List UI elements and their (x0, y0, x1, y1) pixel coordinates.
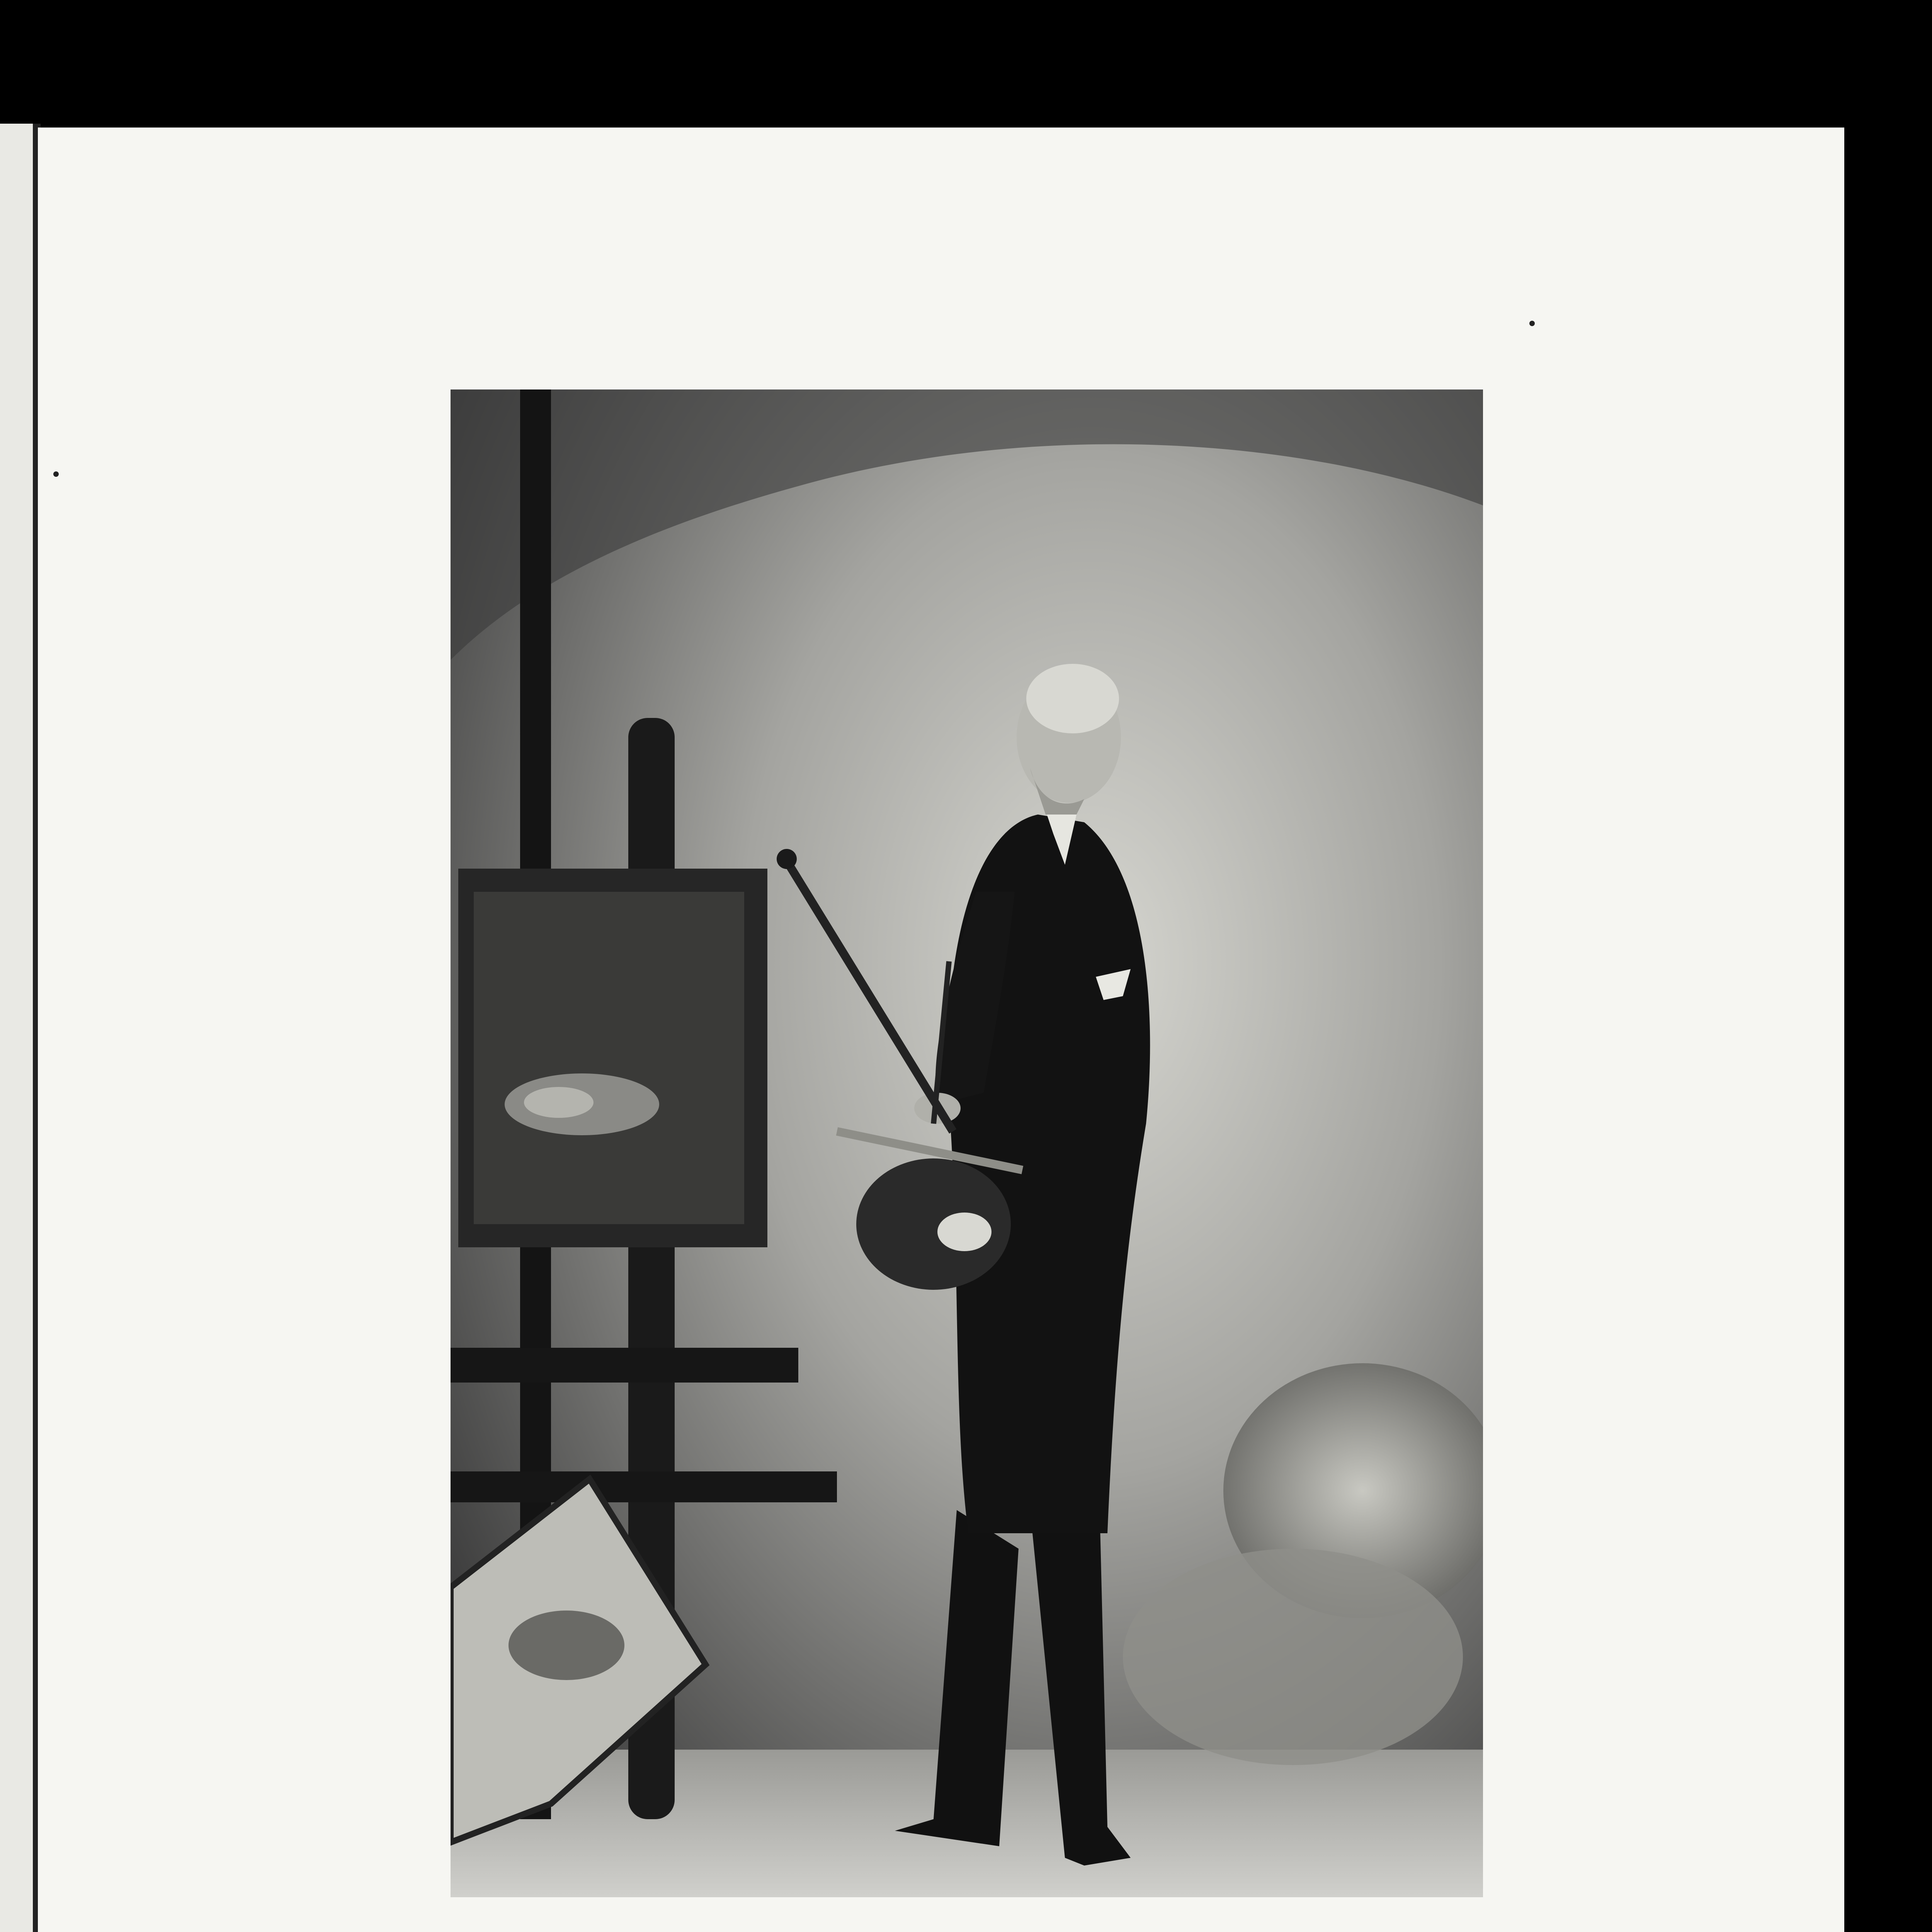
adjacent-page-edge (0, 124, 41, 1932)
portrait-photograph (451, 389, 1483, 1897)
portrait-illustration (451, 389, 1483, 1897)
magazine-page (38, 128, 1844, 1932)
print-speck (1529, 321, 1535, 326)
print-speck (53, 471, 59, 477)
